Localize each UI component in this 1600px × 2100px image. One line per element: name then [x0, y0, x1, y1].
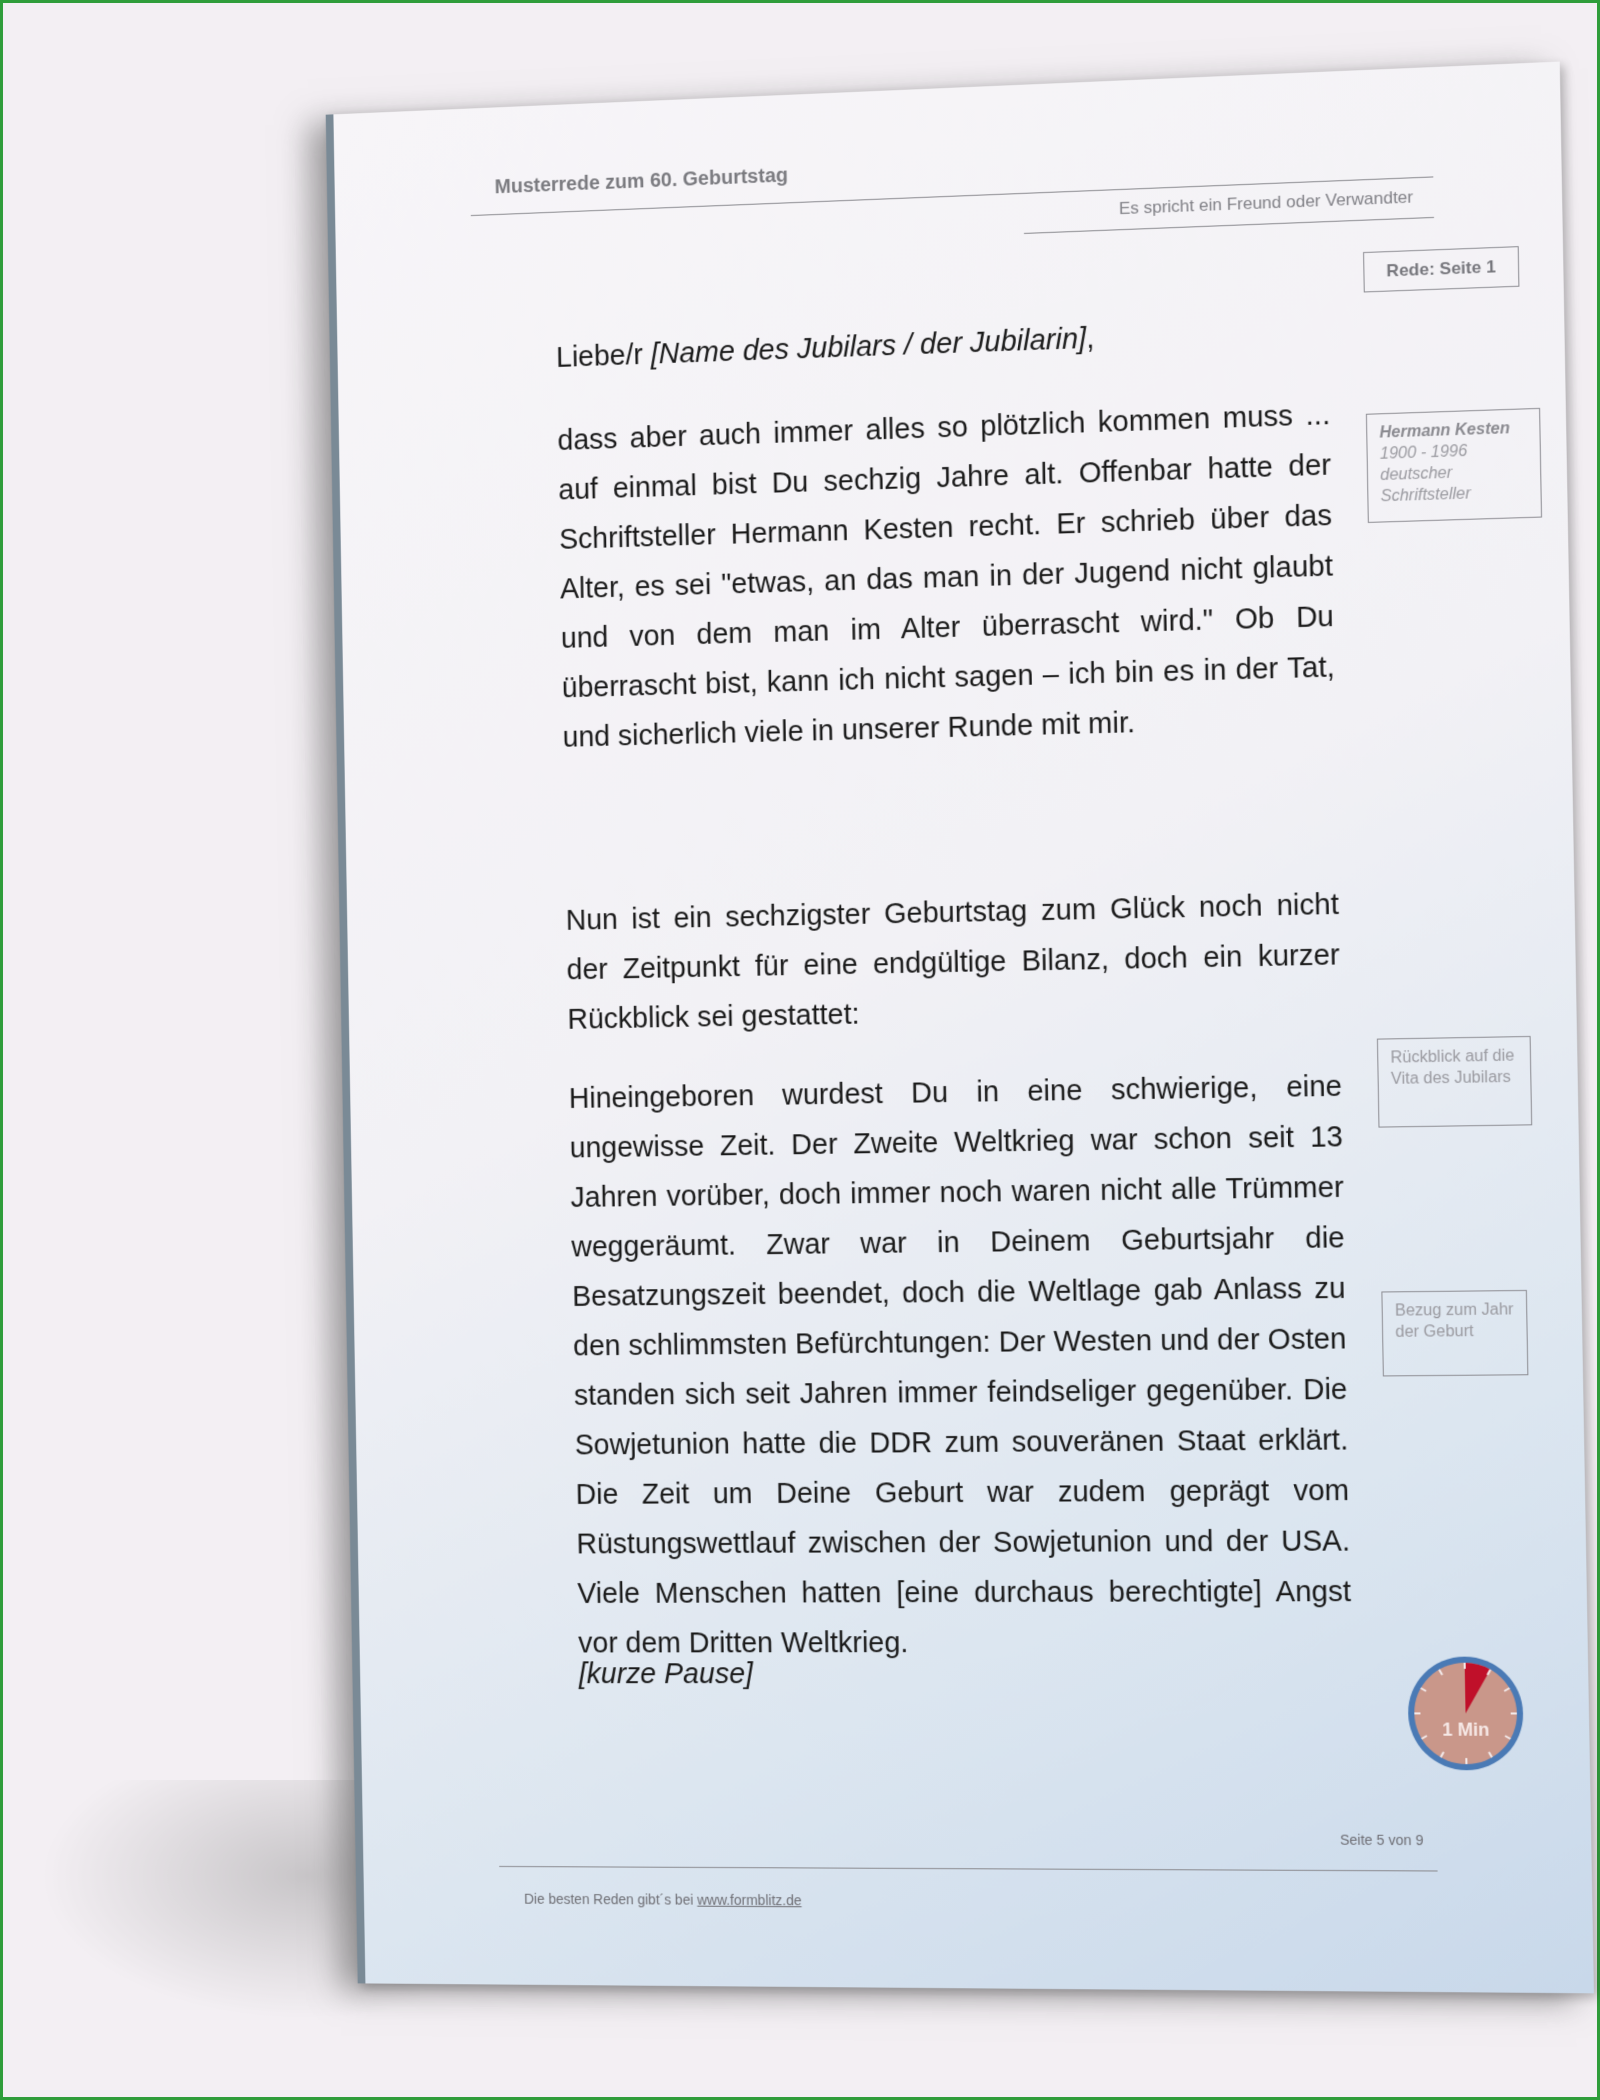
- side-note-review: Rückblick auf die Vita des Jubilars: [1377, 1036, 1532, 1128]
- side-note-kesten-years: 1900 - 1996: [1379, 442, 1468, 463]
- side-note-kesten-name: Hermann Kesten: [1379, 420, 1510, 442]
- timer-label: 1 Min: [1442, 1719, 1490, 1740]
- document-page: [326, 62, 1594, 1994]
- clock-icon: [1403, 1653, 1528, 1775]
- footer-text: [524, 1891, 802, 1908]
- header-title: Musterrede zum 60. Geburtstag: [494, 164, 789, 199]
- side-note-kesten: [1366, 408, 1542, 523]
- salutation-suffix: ,: [1085, 322, 1095, 355]
- footer-divider: [499, 1866, 1437, 1872]
- footer-text-prefix: Die besten Reden gibt´s bei: [523, 1890, 698, 1908]
- salutation-placeholder: [Name des Jubilars / der Jubilarin]: [650, 322, 1087, 371]
- pause-note: [kurze Pause]: [578, 1658, 754, 1691]
- header-subtitle-divider: [1024, 217, 1434, 234]
- salutation: [556, 323, 1095, 375]
- speech-paragraph-3: Hineingeboren wurdest Du in eine schwierige, eine ungewisse Zeit. Der Zweite Weltkrieg war schon seit 13 Jahren vorüber, doch immer noch waren nicht alle Trümmer weggeräumt. Zwar war in Deinem Geburtsjahr die Besatzungszeit beendet, doch die Weltlage gab Anlass zu den schlimmsten Befürchtungen: Der Westen und der Osten standen sich seit Jahren immer feindseliger gegenüber. Die Sowjetunion hatte die DDR zum souveränen Staat erklärt. Die Zeit um Deine Geburt war zudem geprägt vom Rüstungswettlauf zwischen der Sowjetunion und der USA. Viele Menschen hatten [eine durchaus berechtigte] Angst vor dem Dritten Weltkrieg.: [568, 1070, 1352, 1660]
- speech-paragraph-2: Nun ist ein sechzigster Geburtstag zum Glück noch nicht der Zeitpunkt für eine endgültige Bilanz, doch ein kurzer Rückblick sei gestattet:: [565, 888, 1341, 1036]
- salutation-prefix: Liebe/r: [555, 338, 652, 374]
- page-tag-box: Rede: Seite 1: [1363, 246, 1519, 292]
- speech-paragraph-1: dass aber auch immer alles so plötzlich kommen muss ... auf einmal bist Du sechzig Jahre alt. Offenbar hatte der Schriftsteller Hermann Kesten recht. Er schrieb über das Alter, es sei "etwas, an das man in der Jugend nicht glaubt und von dem man im Alter überrascht wird." Ob Du überrascht bist, kann ich nicht sagen – ich bin es in der Tat, und sicherlich viele in unserer Runde mit mir.: [557, 398, 1335, 754]
- side-note-kesten-desc: deutscher Schriftsteller: [1380, 464, 1471, 506]
- footer-link[interactable]: www.formblitz.de: [696, 1891, 802, 1909]
- footer-page-number: Seite 5 von 9: [1339, 1831, 1424, 1849]
- header-subtitle: Es spricht ein Freund oder Verwandter: [1118, 187, 1414, 219]
- side-note-birth-year: Bezug zum Jahr der Geburt: [1381, 1290, 1528, 1377]
